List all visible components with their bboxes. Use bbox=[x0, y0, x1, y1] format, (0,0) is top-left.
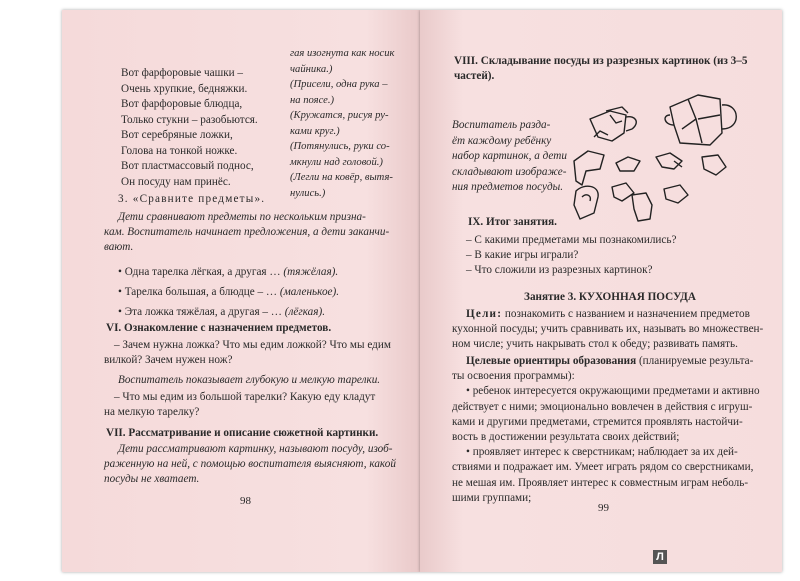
text-line bbox=[452, 354, 774, 369]
text-line: ками и другими предметами, стремится проявлять настойчи- bbox=[452, 415, 743, 428]
fragment bbox=[574, 151, 604, 185]
text-line: VIII. Складывание посуды из разрезных картинок (из 3–5 bbox=[454, 55, 748, 67]
poem bbox=[121, 66, 301, 190]
list-item-answer: (маленькое). bbox=[279, 286, 340, 298]
stage-note: (Легли на ковёр, вытя- bbox=[290, 172, 393, 183]
pot-piece bbox=[698, 115, 720, 119]
comparison-list bbox=[118, 262, 408, 322]
text-line: посуды не хватает. bbox=[104, 473, 200, 486]
poem-line: Очень хрупкие, бедняжки. bbox=[121, 82, 248, 95]
page-number: 98 bbox=[240, 495, 251, 507]
text-line: – С какими предметами мы познакомились? bbox=[466, 234, 677, 246]
text-line: – Зачем нужна ложка? Что мы едим ложкой? Что мы едим bbox=[114, 339, 391, 351]
text-line: шими группами; bbox=[452, 491, 532, 504]
text-line: – В какие игры играли? bbox=[466, 249, 579, 262]
page-number: 99 bbox=[598, 502, 609, 514]
poem-line: Вот фарфоровые чашки – bbox=[121, 67, 244, 79]
poem-line: Вот серебряные ложки, bbox=[121, 129, 233, 141]
text-line: вилкой? Зачем нужен нож? bbox=[104, 354, 233, 367]
section9-questions bbox=[452, 233, 772, 279]
stage-note: ками круг.) bbox=[290, 125, 340, 137]
text-line: ствиями и подражает им. Умеет играть рядом со сверстниками, bbox=[452, 461, 754, 474]
text-line: кам. Воспитатель начинает предложения, а дети заканчи- bbox=[104, 226, 390, 239]
section8-heading bbox=[454, 54, 774, 84]
section9-heading: IX. Итог занятия. bbox=[468, 216, 557, 228]
text-line: ном числе; учить накрывать стол к обеду; развивать память. bbox=[452, 338, 738, 351]
list-item-answer: (тяжёлая). bbox=[283, 266, 339, 278]
stage-note: на поясе.) bbox=[290, 94, 335, 106]
text-line: – Что сложили из разрезных картинок? bbox=[466, 264, 653, 277]
stage-note: гая изогнута как носик bbox=[290, 48, 395, 59]
goals-text: познакомить с названием и назначением предметов bbox=[502, 308, 750, 320]
cup-piece bbox=[610, 115, 622, 123]
right-page bbox=[420, 10, 782, 572]
text-line: – Что мы едим из большой тарелки? Какую еду кладут bbox=[114, 391, 376, 403]
stage-note: (Потянулись, руки со- bbox=[290, 141, 390, 152]
poem-line: Вот пластмассовый поднос, bbox=[121, 160, 254, 172]
text-line: не мешая им. Проявляет интерес к совместным играм неболь- bbox=[452, 476, 749, 489]
text-line: • ребенок интересуется окружающими предметами и активно bbox=[466, 385, 760, 398]
section6-heading: VI. Ознакомление с назначением предметов. bbox=[106, 322, 332, 334]
lesson-goals bbox=[452, 307, 772, 353]
text-line: ёт каждому ребёнку bbox=[452, 134, 552, 147]
section6-note: Воспитатель показывает глубокую и мелкую тарелки. bbox=[118, 374, 381, 386]
stage-note: мкнули над головой.) bbox=[290, 156, 383, 168]
section7-heading: VII. Рассматривание и описание сюжетной картинки. bbox=[106, 427, 379, 439]
section8-text bbox=[452, 118, 570, 196]
text-line: Дети сравнивают предметы по нескольким призна- bbox=[118, 211, 366, 223]
stage-note: (Кружатся, рисуя ру- bbox=[290, 110, 389, 121]
lesson-title: Занятие 3. КУХОННАЯ ПОСУДА bbox=[524, 291, 696, 303]
fragment bbox=[582, 195, 590, 201]
text-line: действует с ними; эмоционально вовлечен в действия с игруш- bbox=[452, 400, 753, 413]
targets-rest: (планируемые результа- bbox=[636, 355, 754, 367]
targets-label: Целевые ориентиры образования bbox=[466, 355, 637, 367]
poem-line: Он посуду нам принёс. bbox=[121, 175, 231, 188]
text-line: • проявляет интерес к сверстникам; наблюдает за их дей- bbox=[466, 446, 738, 459]
text-line: ния предметов посуды. bbox=[452, 181, 564, 194]
fragment bbox=[702, 155, 726, 175]
text-line: Дети рассматривают картинку, называют посуду, изоб- bbox=[118, 443, 393, 455]
text-line: частей). bbox=[454, 70, 495, 83]
pot-piece bbox=[696, 119, 702, 143]
cup-piece bbox=[626, 117, 636, 131]
list-item bbox=[118, 302, 408, 322]
goals-label: Цели: bbox=[466, 308, 503, 320]
text-line: кухонной посуды; учить сравнивать их, называть во множествен- bbox=[452, 323, 764, 336]
fragment bbox=[656, 153, 682, 169]
list-item-text: • Эта ложка тяжёлая, а другая – … bbox=[118, 306, 282, 318]
stage-note: нулись.) bbox=[290, 187, 326, 199]
fragment bbox=[616, 157, 640, 171]
text-line: ты освоения программы): bbox=[452, 370, 575, 383]
stage-note: (Присели, одна рука – bbox=[290, 79, 388, 90]
open-book bbox=[62, 10, 782, 572]
text-line: вость в достижении результата своих действий; bbox=[452, 431, 680, 444]
left-page bbox=[62, 10, 420, 572]
poem-line: Вот фарфоровые блюдца, bbox=[121, 98, 243, 110]
target-outcomes bbox=[452, 354, 774, 506]
text-line: складывают изображе- bbox=[452, 165, 567, 178]
section3-text bbox=[104, 210, 404, 256]
poem-stage-notes bbox=[290, 46, 405, 201]
text-line: Воспитатель разда- bbox=[452, 119, 551, 131]
list-item bbox=[118, 262, 408, 282]
section7-text bbox=[104, 442, 404, 488]
list-item-answer: (лёгкая). bbox=[284, 306, 325, 318]
text-line: на мелкую тарелку? bbox=[104, 406, 200, 419]
pot-piece bbox=[682, 99, 696, 129]
text-line: вают. bbox=[104, 241, 134, 254]
list-item-text: • Одна тарелка лёгкая, а другая … bbox=[118, 266, 281, 278]
poem-line: Голова на тонкой ножке. bbox=[121, 144, 238, 157]
poem-line: Только стукни – разобьются. bbox=[121, 113, 258, 126]
text-line: раженную на ней, с помощью воспитателя выясняют, какой bbox=[104, 458, 396, 471]
list-item-text: • Тарелка большая, а блюдце – … bbox=[118, 286, 278, 298]
pot-piece bbox=[722, 105, 736, 129]
fragment bbox=[612, 183, 634, 201]
labirint-logo: Л bbox=[653, 550, 667, 564]
section3-heading: 3. «Сравните предметы». bbox=[118, 193, 266, 205]
stage-note: чайника.) bbox=[290, 63, 333, 75]
section6-questions bbox=[104, 338, 404, 368]
section6-followup bbox=[104, 390, 404, 420]
list-item bbox=[118, 282, 408, 302]
text-line: набор картинок, а дети bbox=[452, 150, 567, 163]
text-line bbox=[452, 307, 772, 322]
fragment bbox=[664, 185, 688, 203]
